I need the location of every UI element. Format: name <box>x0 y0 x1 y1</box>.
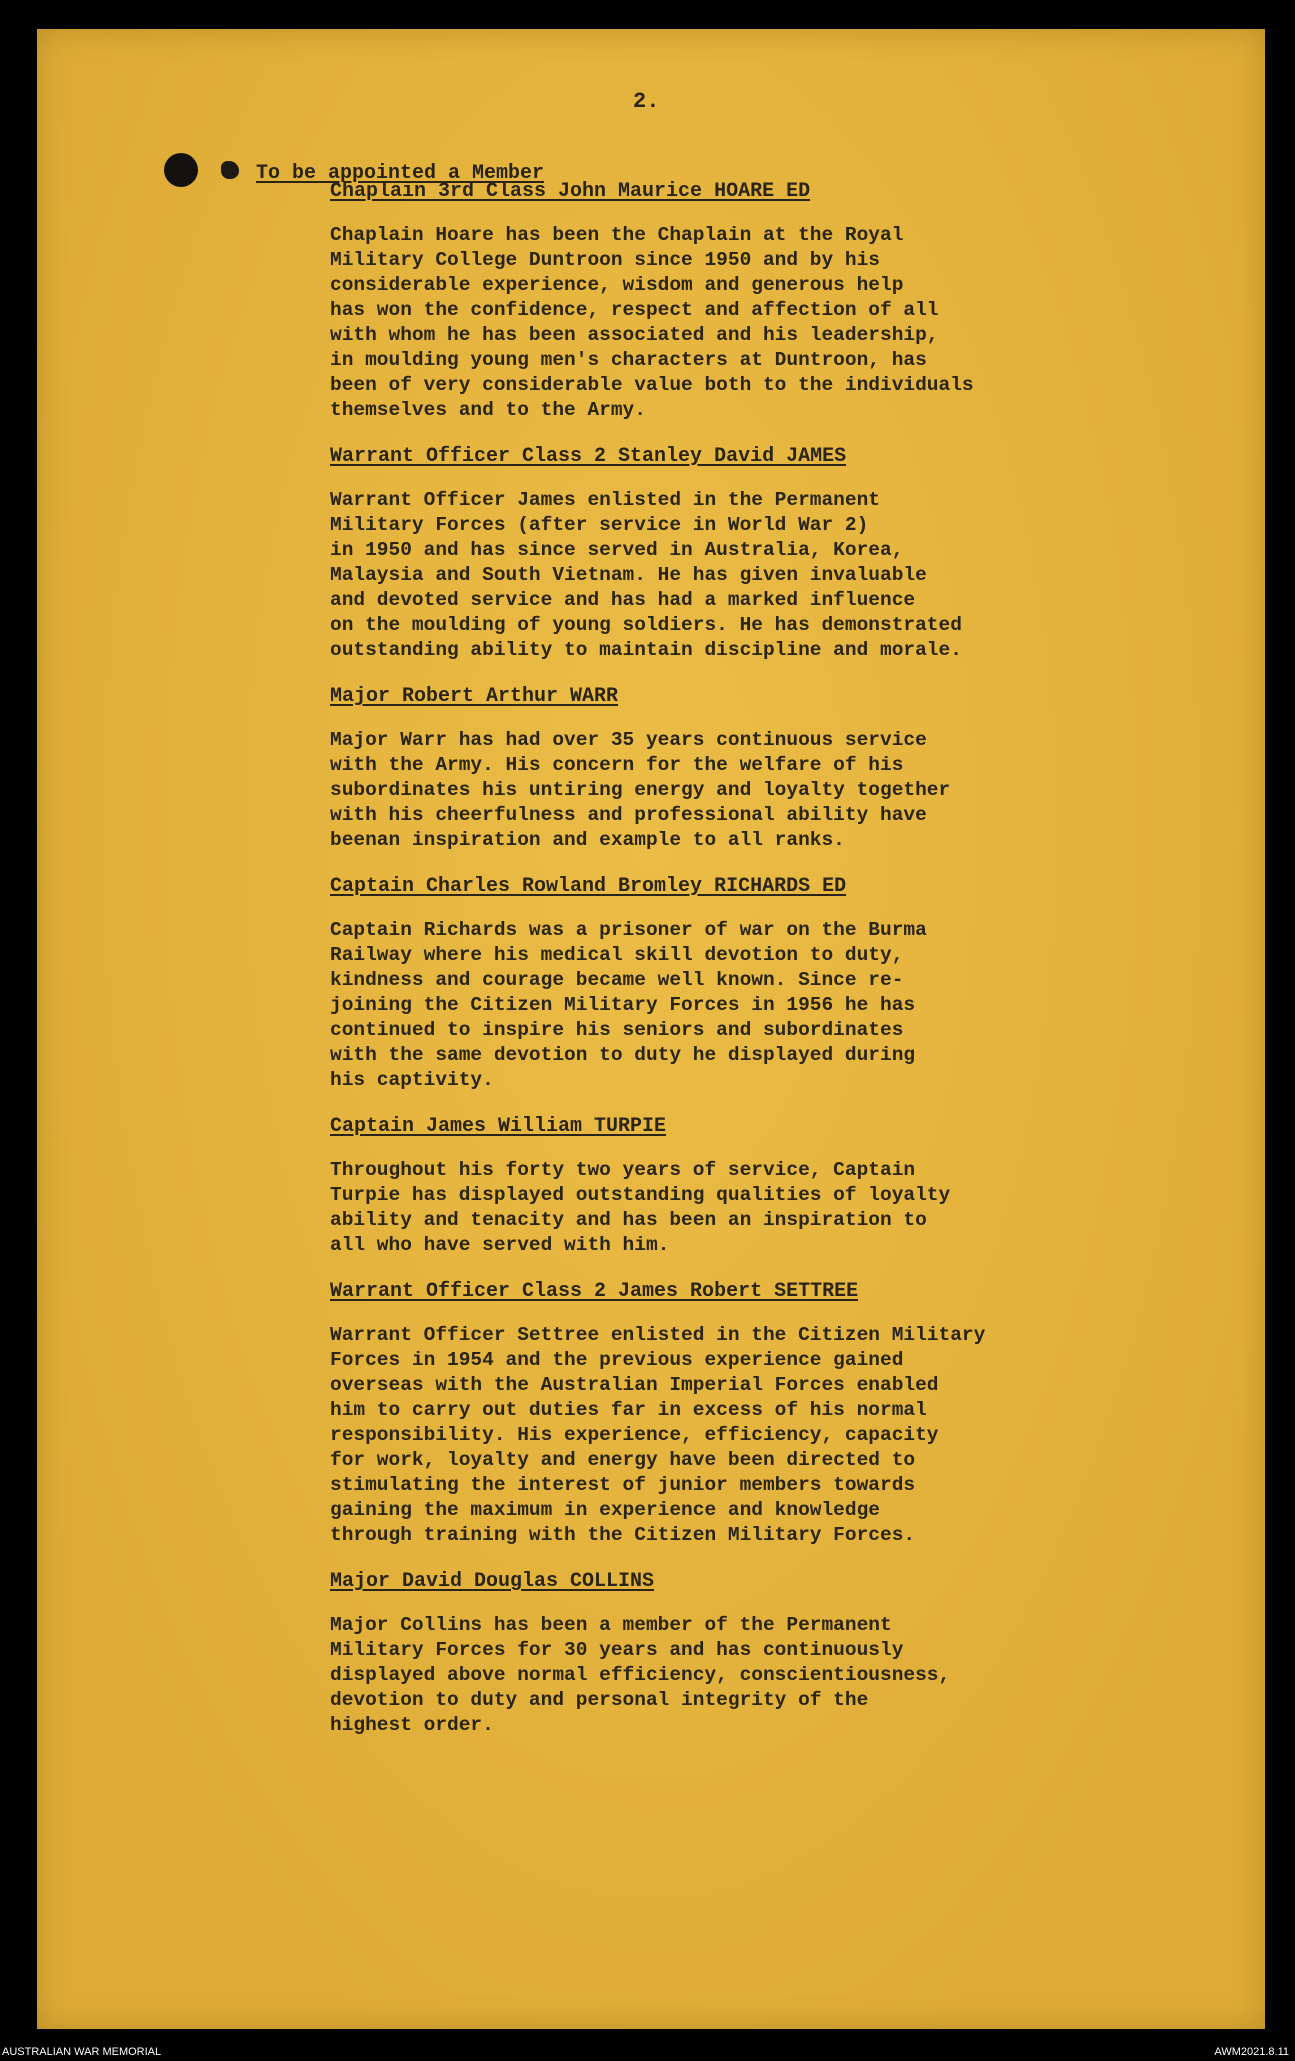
ink-blot <box>221 161 239 179</box>
entry-citation: Captain Richards was a prisoner of war on the Burma Railway where his medical skill devotion to duty, kindness and courage became well known. Since re- joining the Citizen Military Forces in 1956 he has continued to inspire his seniors and subordinates with the same devotion to duty he displayed during his captivity. <box>330 919 927 1091</box>
entry <box>330 1115 1050 1258</box>
punch-hole <box>164 153 198 187</box>
entries-list <box>330 180 1050 1760</box>
entry-name: Warrant Officer Class 2 James Robert SETTREE <box>330 1280 859 1303</box>
section-heading: To be appointed a Member <box>256 162 545 185</box>
entry-name: Chaplain 3rd Class John Maurice HOARE ED <box>330 180 811 203</box>
entry-citation: Major Collins has been a member of the Permanent Military Forces for 30 years and has continuously displayed above normal efficiency, conscientiousness, devotion to duty and personal integrity of the highest order. <box>330 1614 951 1736</box>
entry <box>330 1570 1050 1738</box>
entry-name: Captain James William TURPIE <box>330 1115 667 1138</box>
entry-citation: Throughout his forty two years of service, Captain Turpie has displayed outstanding qualities of loyalty ability and tenacity and has been an inspiration to all who have served with him. <box>330 1159 951 1256</box>
entry-name: Captain Charles Rowland Bromley RICHARDS ED <box>330 875 847 898</box>
footer-accession-number: AWM2021.8.11 <box>1214 2046 1289 2058</box>
entry-name: Major David Douglas COLLINS <box>330 1570 655 1593</box>
entry-citation: Warrant Officer James enlisted in the Permanent Military Forces (after service in World War 2) in 1950 and has since served in Australia, Korea, Malaysia and South Vietnam. He has given invaluable and devoted service and has had a marked influence on the moulding of young soldiers. He has demonstrated outstanding ability to maintain discipline and morale. <box>330 489 962 661</box>
entry <box>330 180 1050 423</box>
entry <box>330 1280 1050 1548</box>
entry-citation: Warrant Officer Settree enlisted in the Citizen Military Forces in 1954 and the previous experience gained overseas with the Australian Imperial Forces enabled him to carry out duties far in excess of his normal responsibility. His experience, efficiency, capacity for work, loyalty and energy have been directed to stimulating the interest of junior members towards gaining the maximum in experience and knowledge through training with the Citizen Military Forces. <box>330 1324 986 1546</box>
entry-citation: Chaplain Hoare has been the Chaplain at the Royal Military College Duntroon since 1950 and by his considerable experience, wisdom and generous help has won the confidence, respect and affection of all with whom he has been associated and his leadership, in moulding young men's characters at Duntroon, has been of very considerable value both to the individuals themselves and to the Army. <box>330 224 974 421</box>
entry-citation: Major Warr has had over 35 years continuous service with the Army. His concern for the welfare of his subordinates his untiring energy and loyalty together with his cheerfulness and professional ability have beenan inspiration and example to all ranks. <box>330 729 951 851</box>
entry <box>330 875 1050 1093</box>
footer-credit: AUSTRALIAN WAR MEMORIAL <box>2 2046 162 2058</box>
entry <box>330 685 1050 853</box>
entry-name: Warrant Officer Class 2 Stanley David JAMES <box>330 445 847 468</box>
entry <box>330 445 1050 663</box>
page-number: 2. <box>633 89 660 114</box>
entry-name: Major Robert Arthur WARR <box>330 685 619 708</box>
